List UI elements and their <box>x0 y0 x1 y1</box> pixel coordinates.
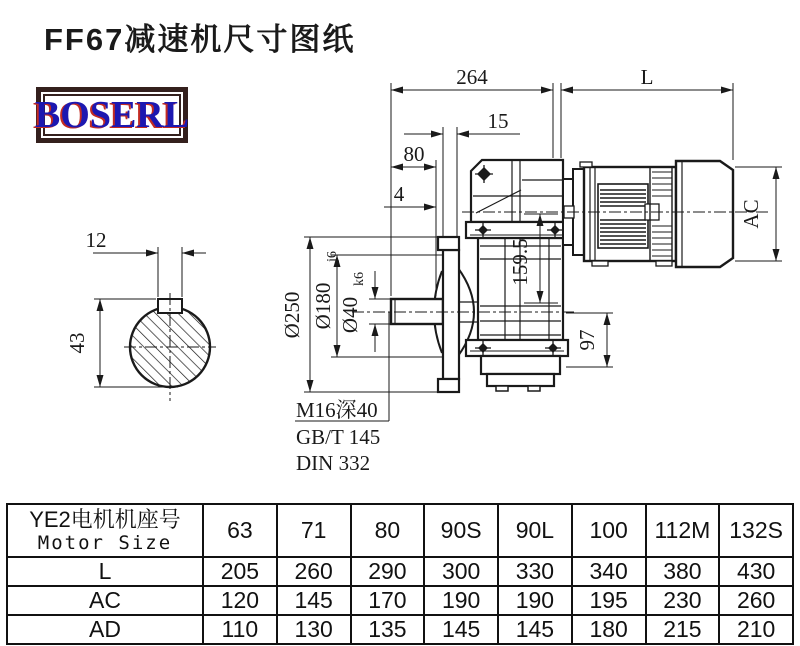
cell: 290 <box>351 557 425 586</box>
cell: 260 <box>277 557 351 586</box>
dim-80: 80 <box>403 142 425 166</box>
cell: 210 <box>719 615 793 644</box>
flange-lip-bottom <box>438 379 459 392</box>
dim-L: L <box>640 65 654 89</box>
header-cn: YE2电机机座号 <box>29 507 181 532</box>
dim-12: 12 <box>85 228 107 252</box>
motor-lug <box>580 162 592 167</box>
cell: 145 <box>498 615 572 644</box>
header-en: Motor Size <box>37 532 173 555</box>
cell: 190 <box>498 586 572 615</box>
fan-cowl <box>676 161 733 267</box>
dim-264: 264 <box>456 65 488 89</box>
row-label: L <box>7 557 203 586</box>
note-standard-gbt: GB/T 145 <box>296 425 381 449</box>
dim-spigot-tol: j6 <box>325 251 340 262</box>
dim-4: 4 <box>393 182 405 206</box>
cell: 215 <box>646 615 720 644</box>
col-header: 100 <box>572 504 646 557</box>
cell: 180 <box>572 615 646 644</box>
motor-foot <box>592 261 608 266</box>
table-row-AC <box>7 586 793 615</box>
table-row-L <box>7 557 793 586</box>
dim-AC: AC <box>739 199 763 229</box>
cell: 340 <box>572 557 646 586</box>
housing-base <box>487 374 554 386</box>
note-standard-din: DIN 332 <box>296 451 371 475</box>
flange-lip-top <box>438 237 459 250</box>
cell: 190 <box>424 586 498 615</box>
col-header: 80 <box>351 504 425 557</box>
col-header: 71 <box>277 504 351 557</box>
row-label: AD <box>7 615 203 644</box>
cell: 145 <box>424 615 498 644</box>
base-foot <box>496 386 508 391</box>
dim-15: 15 <box>487 109 509 133</box>
dim-43: 43 <box>65 332 89 354</box>
dim-97: 97 <box>575 329 599 351</box>
dim-spigot: Ø180 <box>311 282 335 330</box>
note-tapped-hole: M16深40 <box>296 398 378 422</box>
dim-shaft-tol: k6 <box>352 272 367 286</box>
cell: 195 <box>572 586 646 615</box>
motor-foot <box>656 261 672 266</box>
brand-logo-text: BOSERL <box>34 94 190 136</box>
cell: 230 <box>646 586 720 615</box>
cell: 330 <box>498 557 572 586</box>
base-foot <box>528 386 540 391</box>
cell: 300 <box>424 557 498 586</box>
col-header: 90L <box>498 504 572 557</box>
housing-lower <box>481 356 560 374</box>
cell: 110 <box>203 615 277 644</box>
cell: 260 <box>719 586 793 615</box>
col-header: 112M <box>646 504 720 557</box>
col-header: 132S <box>719 504 793 557</box>
row-label: AC <box>7 586 203 615</box>
dim-159-5: 159.5 <box>508 238 532 286</box>
dimension-labels <box>65 65 763 475</box>
page-title: FF67减速机尺寸图纸 <box>44 22 356 57</box>
cell: 380 <box>646 557 720 586</box>
cell: 120 <box>203 586 277 615</box>
cell: 130 <box>277 615 351 644</box>
cell: 205 <box>203 557 277 586</box>
header-motor-size <box>7 504 203 557</box>
flange-plate <box>443 250 459 379</box>
col-header: 63 <box>203 504 277 557</box>
cell: 430 <box>719 557 793 586</box>
dim-flange-od: Ø250 <box>280 291 304 339</box>
table-row-AD <box>7 615 793 644</box>
col-header: 90S <box>424 504 498 557</box>
motor-size-table <box>6 503 794 645</box>
shaft-cross-section-view <box>124 293 216 401</box>
cell: 145 <box>277 586 351 615</box>
dim-shaft-d: Ø40 <box>338 296 362 334</box>
table-header-row <box>7 504 793 557</box>
cell: 135 <box>351 615 425 644</box>
cell: 170 <box>351 586 425 615</box>
